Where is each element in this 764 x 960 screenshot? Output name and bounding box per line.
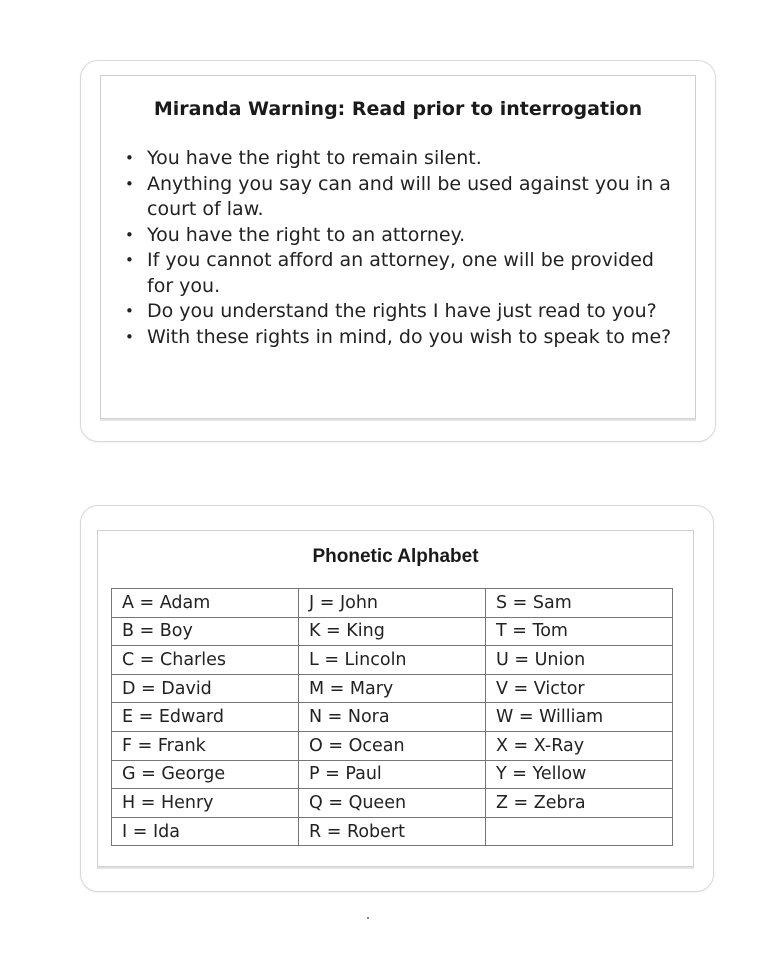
table-row — [112, 760, 673, 789]
table-cell: O = Ocean — [299, 731, 486, 760]
table-row — [112, 617, 673, 646]
table-row — [112, 674, 673, 703]
bullet: • — [125, 251, 134, 269]
list-item-text: You have the right to an attorney. — [147, 223, 466, 246]
table-cell — [486, 817, 673, 846]
list-item-text: If you cannot afford an attorney, one will be provided for you. — [147, 249, 654, 297]
list-item-text: Anything you say can and will be used against you in a court of law. — [147, 172, 671, 220]
list-item — [123, 299, 683, 325]
table-cell: P = Paul — [299, 760, 486, 789]
list-item-text: With these rights in mind, do you wish to speak to me? — [147, 325, 672, 348]
table-cell: M = Mary — [299, 674, 486, 703]
table-cell: N = Nora — [299, 703, 486, 732]
miranda-title: Miranda Warning: Read prior to interrogation — [153, 98, 643, 120]
phonetic-table — [111, 588, 673, 846]
table-cell: G = George — [112, 760, 299, 789]
list-item — [123, 146, 683, 172]
table-cell: T = Tom — [486, 617, 673, 646]
bullet: • — [125, 327, 134, 346]
table-row — [112, 789, 673, 818]
table-row — [112, 731, 673, 760]
table-cell: S = Sam — [486, 589, 673, 618]
table-cell: A = Adam — [112, 589, 299, 618]
phonetic-title: Phonetic Alphabet — [312, 546, 479, 567]
miranda-rights-list — [123, 146, 683, 350]
table-cell: Q = Queen — [299, 789, 486, 818]
table-row — [112, 817, 673, 846]
table-cell: E = Edward — [112, 703, 299, 732]
bullet: • — [125, 225, 134, 244]
list-item — [123, 172, 683, 223]
table-cell: F = Frank — [112, 731, 299, 760]
miranda-warning-card — [100, 75, 696, 419]
table-cell: R = Robert — [299, 817, 486, 846]
table-cell: W = William — [486, 703, 673, 732]
scan-speck — [367, 917, 369, 919]
bullet: • — [125, 149, 134, 167]
table-cell: X = X-Ray — [486, 731, 673, 760]
table-cell: L = Lincoln — [299, 646, 486, 675]
list-item — [123, 248, 683, 299]
table-cell: H = Henry — [112, 789, 299, 818]
table-cell: Y = Yellow — [486, 760, 673, 789]
table-cell: D = David — [112, 674, 299, 703]
table-cell: U = Union — [486, 646, 673, 675]
table-cell: V = Victor — [486, 674, 673, 703]
bullet: • — [125, 302, 134, 320]
table-row — [112, 703, 673, 732]
table-cell: I = Ida — [112, 817, 299, 846]
list-item — [123, 325, 683, 351]
table-cell: C = Charles — [112, 646, 299, 675]
table-cell: Z = Zebra — [486, 789, 673, 818]
table-cell: B = Boy — [112, 617, 299, 646]
table-row — [112, 589, 673, 618]
bullet: • — [125, 174, 134, 193]
table-cell: K = King — [299, 617, 486, 646]
phonetic-alphabet-card — [97, 530, 694, 867]
list-item — [123, 223, 683, 249]
list-item-text: You have the right to remain silent. — [147, 147, 482, 169]
table-row — [112, 646, 673, 675]
table-cell: J = John — [299, 589, 486, 618]
list-item-text: Do you understand the rights I have just read to you? — [147, 300, 657, 322]
